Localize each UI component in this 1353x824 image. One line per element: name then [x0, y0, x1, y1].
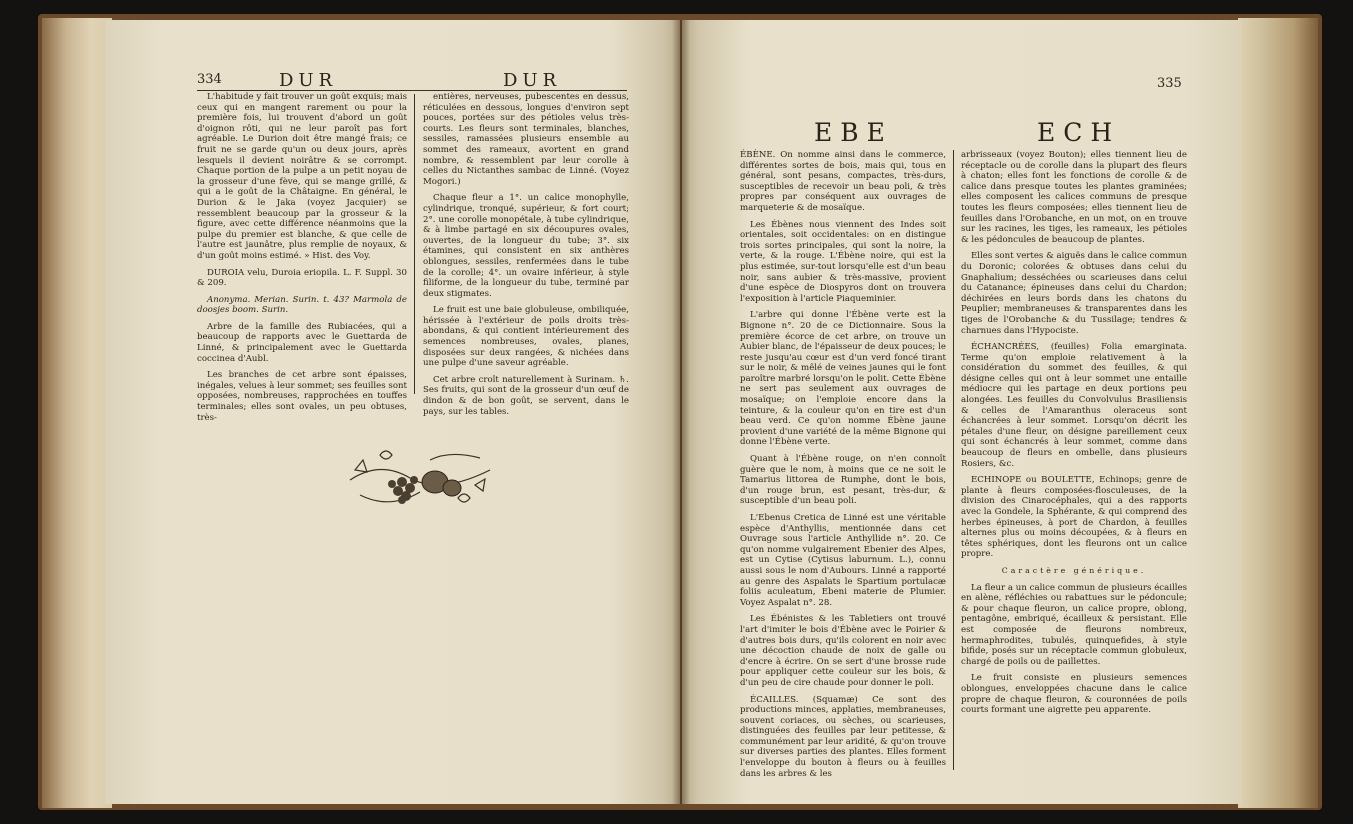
paragraph: arbrisseaux (voyez Bouton); elles tiennent lieu de réceptacle ou de corolle dans la plupart des fleurs à chaton; elles font les fonctions de corolle & de calice dans presque toutes les plantes graminées; elles composent les calices communs de presque toutes les fleurs composées; elles tiennent lieu de feuilles dans l'Orobanche, en un mot, on en trouve sur les racines, les tiges, les rameaux, les pétioles & les pédoncules de beaucoup de plantes.	[961, 150, 1187, 245]
book-gutter	[672, 20, 690, 804]
paragraph: ÉBÈNE. On nomme ainsi dans le commerce, différentes sortes de bois, mais qui, tous en général, sont pesans, compactes, très-durs, susceptibles de recevoir un beau poli, & très propres par conséquent aux ouvrages de marqueterie & de mosaïque.	[740, 150, 946, 213]
paragraph: Le fruit est une baie globuleuse, ombiliquée, hérissée à l'extérieur de poils droits très-abondans, & qui contient intérieurement des semences nombreuses, ovales, planes, disposées sur deux rangées, & nichées dans une pulpe d'une saveur agréable.	[423, 305, 629, 369]
paragraph: Elles sont vertes & aiguës dans le calice commun du Doronic; colorées & obtuses dans celui du Gnaphalium; desséchées ou scarieuses dans celui du Catanance; épineuses dans celui du Chardon; déchirées en leurs bords dans les chatons du Peuplier; membraneuses & transparentes dans les tiges de l'Orobanche & du Tussilage; tendres & charnues dans l'Hypociste.	[961, 251, 1187, 336]
paragraph: La fleur a un calice commun de plusieurs écailles en alène, réfléchies ou rabattues sur le pédoncule; & pour chaque fleuron, un calice propre, oblong, pentagône, embriqué, écailleux & persistant. Elle est composée de fleurons nombreux, hermaphrodites, tubulés, quinquefides, à style bifide, posés sur un réceptacle commun globuleux, chargé de poils ou de paillettes.	[961, 582, 1187, 667]
column-right	[961, 150, 1187, 722]
paragraph: Quant à l'Ébène rouge, on n'en connoît guère que le nom, à moins que ce ne soit le Tamarius littorea de Rumphe, dont le bois, d'un rouge brun, est pesant, très-dur, & susceptible d'un beau poli.	[740, 454, 946, 507]
paragraph: DUROIA velu, Duroia eriopila. L. F. Suppl. 30 & 209.	[197, 267, 407, 289]
fruit-vignette-icon	[340, 440, 500, 515]
left-page	[105, 20, 680, 804]
paragraph: ECHINOPE ou BOULETTE, Echinops; genre de plante à fleurs composées-flosculeuses, de la division des Cinarocéphales, qui a des rapports avec la Gondele, la Sphérante, & qui comprend des herbes épineuses, à port de Chardon, à feuilles alternes plus ou moins découpées, & à fleurs en têtes sphériques, dont les fleurons ont un calice propre.	[961, 475, 1187, 560]
header-rule	[197, 90, 627, 91]
left-page-edges	[42, 18, 112, 808]
paragraph: entières, nerveuses, pubescentes en dessus, réticulées en dessous, longues d'environ sept pouces, portées sur des pétioles velus très-courts. Les fleurs sont terminales, blanches, sessiles, ramassées plusieurs ensemble au sommet des rameaux, avortent en grand nombre, & ressemblent par leur corolle à celles du Nictanthes sambac de Linné. (Voyez Mogori.)	[423, 92, 629, 187]
page-number: 334	[197, 72, 222, 87]
paragraph: ÉCHANCRÉES, (feuilles) Folia emarginata. Terme qu'on emploie relativement à la considération du sommet des feuilles, & qui désigne celles qui ont à leur sommet une entaille médiocre qui les partage en deux portions peu alongées. Les feuilles du Convolvulus Brasiliensis & celles de l'Amaranthus oleraceus sont échancrées à leur sommet. Lorsqu'on décrit les pétales d'une fleur, on désigne pareillement ceux qui sont échancrés à leur sommet, comme dans beaucoup de fleurs en ombelle, dans plusieurs Rosiers, &c.	[961, 342, 1187, 469]
column-divider	[414, 94, 415, 394]
column-left	[740, 150, 946, 785]
paragraph: L'habitude y fait trouver un goût exquis; mais ceux qui en mangent rarement ou pour la première fois, lui trouvent d'abord un goût d'oignon rôti, qui ne leur paroît pas fort agréable. Le Durion doit être mangé frais; ce fruit ne se garde qu'un ou deux jours, après lesquels il devient noirâtre & se corrompt. Chaque portion de la pulpe a un petit noyau de la grosseur d'une fève, qui se mange grillé, & qui a le goût de la Châtaigne. En général, le Durion & le Jaka (voyez Jacquier) se ressemblent beaucoup par la grosseur & la figure, avec cette différence néanmoins que la pulpe du premier est blanche, & que celle de l'autre est jaunâtre, plus remplie de noyaux, & d'un goût moins estimé. » Hist. des Voy.	[197, 92, 407, 261]
paragraph: Les Ébènes nous viennent des Indes soit orientales, soit occidentales: on en distingue trois sortes principales, qui sont la noire, la verte, & la rouge. L'Ébène noire, qui est la plus estimée, sur-tout lorsqu'elle est d'un beau noir, sans aubier & très-massive, provient d'une espèce de Diospyros dont on trouvera l'exposition à l'article Piaqueminier.	[740, 219, 946, 304]
paragraph: Arbre de la famille des Rubiacées, qui a beaucoup de rapports avec le Guettarda de Linné, & principalement avec le Guettarda coccinea d'Aubl.	[197, 321, 407, 364]
running-head-right: ECH	[1037, 118, 1121, 147]
paragraph: Les branches de cet arbre sont épaisses, inégales, velues à leur sommet; ses feuilles sont opposées, nombreuses, rapprochées en touffes terminales; elles sont ovales, un peu obtuses, très-	[197, 370, 407, 423]
running-head-right: DUR	[503, 70, 562, 91]
paragraph: ÉCAILLES. (Squamæ) Ce sont des productions minces, applaties, membraneuses, souvent coriaces, ou sèches, ou scarieuses, distinguées des feuilles par leur petitesse, & communément par leur aridité, & qu'on trouve sur diverses parties des plantes. Elles forment l'enveloppe du bouton à fleurs ou à feuilles dans les arbres & les	[740, 694, 946, 779]
section-title: Caractère générique.	[1001, 565, 1147, 575]
running-head-left: DUR	[279, 70, 338, 91]
column-right	[423, 92, 629, 423]
paragraph: Chaque fleur a 1°. un calice monophylle, cylindrique, tronqué, supérieur, & fort court; 2°. une corolle monopétale, à tube cylindrique, & à limbe partagé en six découpures ovales, ouvertes, de la longueur du tube; 3°. six étamines, qui consistent en six anthères oblongues, sessiles, renfermées dans le tube de la corolle; 4°. un ovaire inférieur, à style filiforme, de la longueur du tube, terminé par deux stigmates.	[423, 193, 629, 299]
column-divider	[953, 150, 954, 770]
paragraph: Anonyma. Merian. Surin. t. 43? Marmola de doosjes boom. Surin.	[197, 294, 407, 316]
right-page-edges	[1238, 18, 1318, 808]
page-number: 335	[1157, 76, 1182, 91]
right-page	[682, 20, 1242, 804]
paragraph: Le fruit consiste en plusieurs semences oblongues, enveloppées chacune dans le calice propre de chaque fleuron, & couronnées de poils courts formant une aigrette peu apparente.	[961, 673, 1187, 716]
running-head-left: EBE	[814, 118, 893, 147]
column-left	[197, 92, 407, 429]
paragraph: L'arbre qui donne l'Ébène verte est la Bignone n°. 20 de ce Dictionnaire. Sous la première écorce de cet arbre, on trouve un Aubier blanc, de l'épaisseur de deux pouces; le reste jusqu'au cœur est d'un verd foncé tirant sur le noir, & mêlé de veines jaunes qui le font paroître marbré lorsqu'on le polit. Cette Ébène ne sert pas seulement aux ouvrages de mosaïque; on l'emploie encore dans la teinture, & la couleur qu'on en tire est d'un beau verd. Ce qu'on nomme Ébène jaune provient d'une variété de la même Bignone qui donne l'Ébène verte.	[740, 310, 946, 448]
paragraph: Les Ébénistes & les Tabletiers ont trouvé l'art d'imiter le bois d'Ébène avec le Poirier & d'autres bois durs, qu'ils colorent en noir avec une décoction chaude de noix de galle ou d'encre à écrire. On se sert d'une brosse rude pour appliquer cette couleur sur les bois, & d'un peu de cire chaude pour donner le poli.	[740, 614, 946, 688]
paragraph: L'Ebenus Cretica de Linné est une véritable espèce d'Anthyllis, mentionnée dans cet Ouvrage sous l'article Anthyllide n°. 20. Ce qu'on nomme vulgairement Ebenier des Alpes, est un Cytise (Cytisus laburnum. L.), connu aussi sous le nom d'Aubours. Linné a rapporté au genre des Aspalats le Spartium portulacæ foliis aculeatum, Ebeni materie de Plumier. Voyez Aspalat n°. 28.	[740, 513, 946, 608]
paragraph: Cet arbre croît naturellement à Surinam. ♄. Ses fruits, qui sont de la grosseur d'un œuf de dindon & de bon goût, se servent, dans le pays, sur les tables.	[423, 374, 629, 417]
